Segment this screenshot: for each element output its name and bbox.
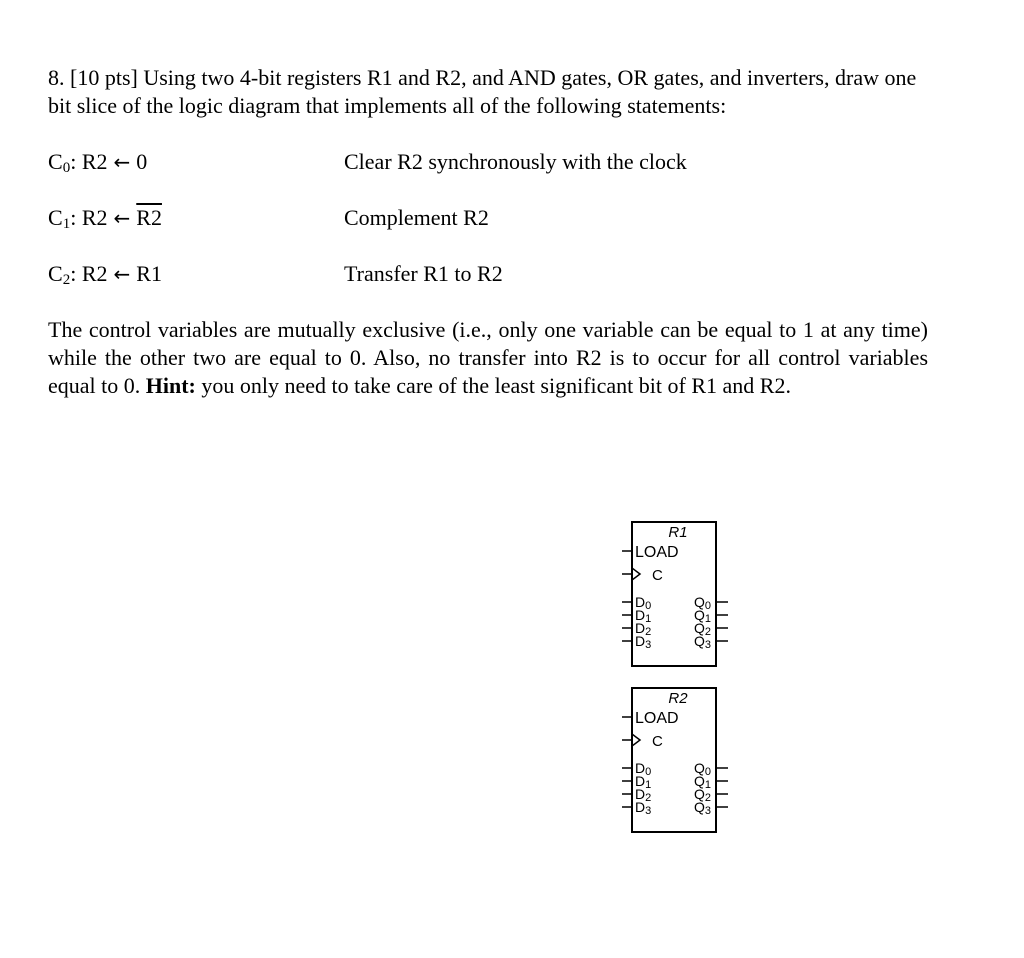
- output-q0: Q0: [694, 760, 712, 778]
- clock-triangle-icon: [632, 734, 640, 746]
- statement-c2-description: Transfer R1 to R2: [344, 261, 503, 286]
- load-label: LOAD: [635, 544, 679, 561]
- question-text: 8. [10 pts] Using two 4-bit registers R1 and R2, and AND gates, OR gates, and inverters, draw one bit slice of the logic diagram that implements all of the following statements:: [48, 65, 917, 118]
- register-r1: [622, 522, 728, 666]
- register-r2: [622, 688, 728, 832]
- input-d0: D0: [635, 760, 652, 778]
- statement-c0-description: Clear R2 synchronously with the clock: [344, 149, 687, 174]
- output-q3: Q3: [694, 799, 712, 817]
- clock-triangle-icon: [632, 568, 640, 580]
- statement-c1-expression: $C_1$: R2 ← R2: [48, 205, 162, 232]
- load-label: LOAD: [635, 710, 679, 727]
- complement-overline: R2: [136, 205, 162, 230]
- output-q0: Q0: [694, 594, 712, 612]
- statement-row-c1: [48, 204, 928, 232]
- statement-row-c2: [48, 260, 928, 288]
- statement-row-c0: [48, 148, 928, 176]
- input-d3: D3: [635, 633, 652, 651]
- output-q2: Q2: [694, 786, 712, 804]
- hint-label: Hint:: [145, 373, 196, 398]
- left-arrow-icon: ←: [113, 206, 131, 230]
- output-q1: Q1: [694, 607, 712, 625]
- left-arrow-icon: ←: [113, 150, 131, 174]
- input-d2: D2: [635, 786, 652, 804]
- input-d2: D2: [635, 620, 652, 638]
- input-d0: D0: [635, 594, 652, 612]
- register-name: R1: [668, 524, 688, 541]
- output-q1: Q1: [694, 773, 712, 791]
- clock-label: C: [652, 567, 663, 584]
- clock-label: C: [652, 733, 663, 750]
- output-q3: Q3: [694, 633, 712, 651]
- statement-c2-expression: $C_2$: R2 ← R1: [48, 261, 162, 288]
- left-arrow-icon: ←: [113, 262, 131, 286]
- input-d1: D1: [635, 773, 652, 791]
- registers-diagram: [600, 510, 760, 840]
- statement-c1-description: Complement R2: [344, 205, 489, 230]
- input-d1: D1: [635, 607, 652, 625]
- register-name: R2: [668, 690, 688, 707]
- statement-c0-expression: $C_0$: R2 ← 0: [48, 149, 148, 176]
- input-d3: D3: [635, 799, 652, 817]
- constraints-paragraph: The control variables are mutually exclusive (i.e., only one variable can be equal to 1 at any time) while the other two are equal to 0. Also, no transfer into R2 is to occur for all control variables equal to 0. Hint: you only need to take care of the least significant bit of R1 and R2.: [48, 317, 928, 398]
- output-q2: Q2: [694, 620, 712, 638]
